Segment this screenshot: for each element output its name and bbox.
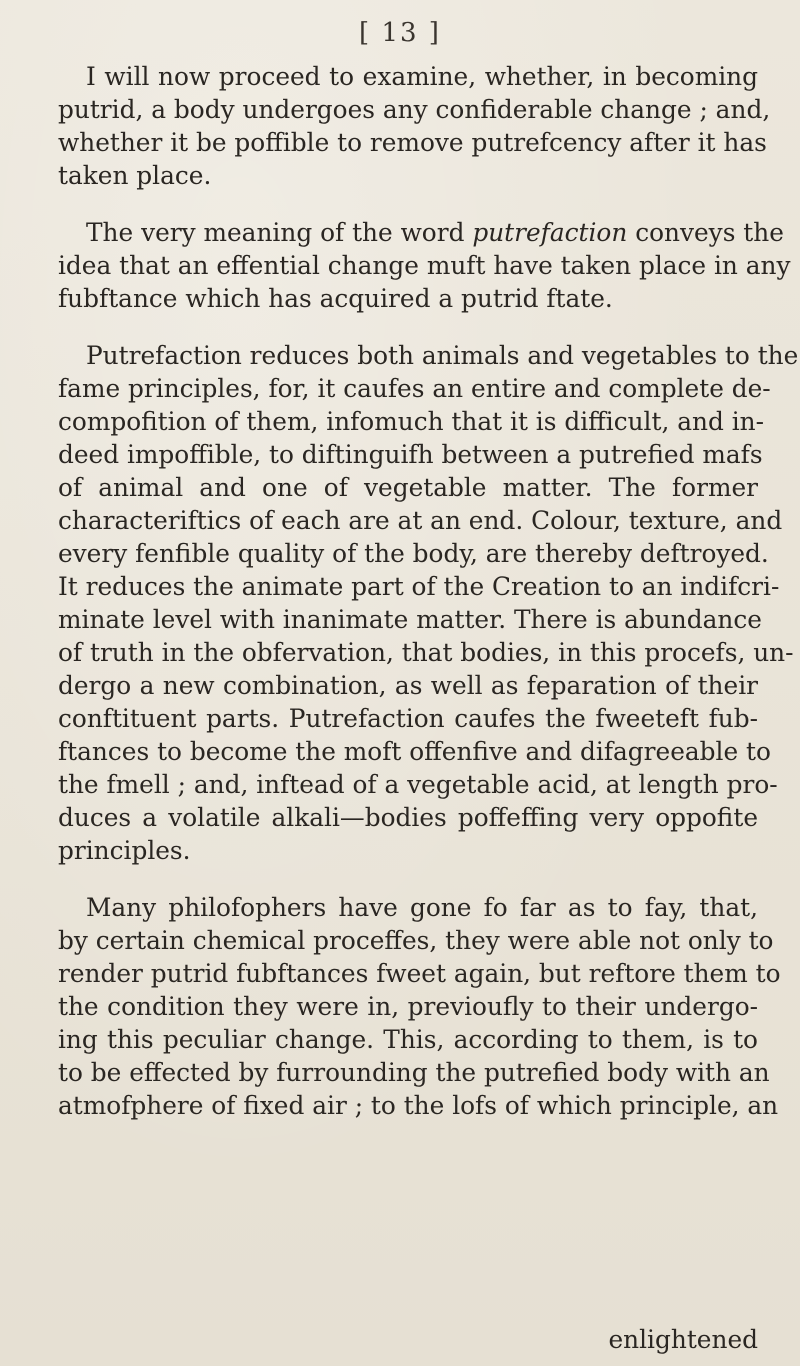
paragraph-1: [58, 60, 771, 192]
text-line: Putrefaction reduces both animals and vegetables to the: [86, 341, 799, 370]
text-line: whether it be poffible to remove putrefcency after it has: [58, 128, 767, 157]
text-line: compofition of them, infomuch that it is difficult, and in-: [58, 407, 764, 436]
text-line: taken place.: [58, 161, 212, 190]
catchword: enlightened: [608, 1325, 758, 1354]
text-line: characteriftics of each are at an end. Colour, texture, and: [58, 506, 783, 535]
text-line: to be effected by furrounding the putrefied body with an: [58, 1058, 770, 1087]
text-run: conveys the: [627, 218, 784, 247]
text-line: the condition they were in, previoufly to their undergo-: [58, 992, 758, 1021]
text-line: fubftance which has acquired a putrid ftate.: [58, 284, 613, 313]
text-line: conftituent parts. Putrefaction caufes the fweeteft fub-: [58, 704, 758, 733]
text-line: ftances to become the moft offenfive and difagreeable to: [58, 737, 771, 766]
text-line: I will now proceed to examine, whether, in becoming: [86, 62, 758, 91]
paragraph-4: [58, 891, 781, 1122]
text-line: idea that an effential change muft have taken place in any: [58, 251, 791, 280]
text-line: It reduces the animate part of the Creation to an indifcri-: [58, 572, 780, 601]
italic-term: putrefaction: [472, 218, 628, 247]
text-line: Many philofophers have gone fo far as to fay, that,: [86, 893, 758, 922]
text-run: The very meaning of the word: [86, 218, 473, 247]
text-line: every fenfible quality of the body, are thereby deftroyed.: [58, 539, 769, 568]
text-line: ing this peculiar change. This, according to them, is to: [58, 1025, 758, 1054]
text-line: minate level with inanimate matter. There is abundance: [58, 605, 762, 634]
text-line: [58, 216, 784, 249]
page-number: [ 13 ]: [359, 18, 441, 48]
text-line: dergo a new combination, as well as feparation of their: [58, 671, 758, 700]
text-line: render putrid fubftances fweet again, but reftore them to: [58, 959, 781, 988]
text-line: principles.: [58, 836, 191, 865]
text-line: putrid, a body undergoes any confiderable change ; and,: [58, 95, 771, 124]
text-line: fame principles, for, it caufes an entire and complete de-: [58, 374, 771, 403]
text-line: of truth in the obfervation, that bodies, in this procefs, un-: [58, 638, 794, 667]
text-line: of animal and one of vegetable matter. The former: [58, 473, 758, 502]
text-line: atmofphere of fixed air ; to the lofs of which principle, an: [58, 1091, 779, 1120]
text-line: deed impoffible, to diftinguifh between a putrefied mafs: [58, 440, 763, 469]
body-text: [58, 60, 799, 1146]
text-line: by certain chemical proceffes, they were able not only to: [58, 926, 774, 955]
text-line: duces a volatile alkali—bodies poffeffing very oppofite: [58, 803, 758, 832]
paragraph-3: [58, 339, 799, 867]
paragraph-2: [58, 216, 791, 315]
text-line: the fmell ; and, inftead of a vegetable acid, at length pro-: [58, 770, 778, 799]
